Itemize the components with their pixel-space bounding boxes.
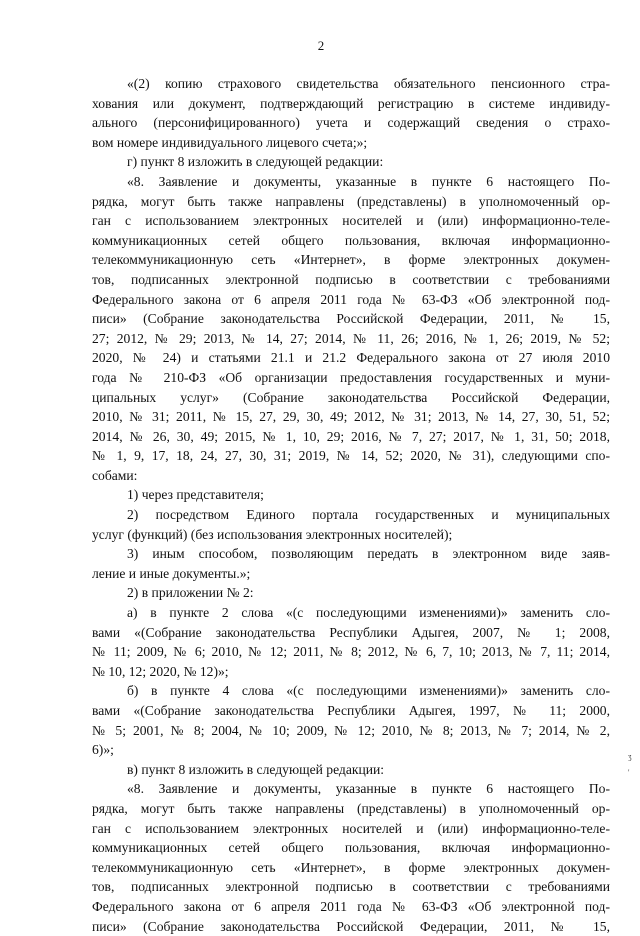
text-line: ление и иные документы.»; [92,565,251,581]
document-body [92,74,610,936]
text-line: а) в пункте 2 слова «(с последующими изменениями)» заменить сло- [127,605,610,621]
text-line: 6)»; [92,742,114,758]
text-line: коммуникационных сетей общего пользования, включая информационно- [92,232,610,248]
text-line: хования или документ, подтверждающий регистрацию в системе индивиду- [92,95,610,111]
text-line: в) пункт 8 изложить в следующей редакции: [127,761,385,777]
text-line: г) пункт 8 изложить в следующей редакции: [127,154,384,170]
text-line: 3) иным способом, позволяющим передать в электронном виде заяв- [127,546,610,562]
text-line: телекоммуникационную сеть «Интернет», в форме электронных докумен- [92,859,610,875]
text-line: № 10, 12; 2020, № 12)»; [92,663,229,679]
text-line: «8. Заявление и документы, указанные в пункте 6 настоящего По- [127,781,610,797]
text-line: собами: [92,467,138,483]
text-line: ган с использованием электронных носителей и (или) информационно-теле- [92,820,610,836]
text-line: б) в пункте 4 слова «(с последующими изменениями)» заменить сло- [127,683,610,699]
text-line: услуг (функций) (без использования электронных носителей); [92,526,453,542]
page-number: 2 [317,38,325,53]
text-line: Федерального закона от 6 апреля 2011 года № 63-ФЗ «Об электронной под- [92,291,610,307]
text-line: писи» (Собрание законодательства Российской Федерации, 2011, № 15, [92,311,610,327]
text-line: ального (персонифицированного) учета и содержащий сведения о страхо- [92,115,610,131]
text-line: «8. Заявление и документы, указанные в пункте 6 настоящего По- [127,173,610,189]
text-line: 27; 2012, № 29; 2013, № 14, 27; 2014, № 11, 26; 2016, № 1, 26; 2019, № 52; [92,330,610,346]
text-line: 2010, № 31; 2011, № 15, 27, 29, 30, 49; 2012, № 31; 2013, № 14, 27, 30, 51, 52; [92,409,610,425]
text-line: ципальных услуг» (Собрание законодательства Российской Федерации, [92,389,610,405]
text-line: вами «(Собрание законодательства Республики Адыгея, 1997, № 11; 2000, [92,703,610,718]
text-line: 2) в приложении № 2: [127,585,254,601]
text-line: 2014, № 26, 30, 49; 2015, № 1, 10, 29; 2016, № 7, 27; 2017, № 1, 31, 50; 2018, [92,428,610,444]
text-line: 1) через представителя; [127,487,264,503]
text-line: 2020, № 24) и статьями 21.1 и 21.2 Федерального закона от 27 июля 2010 [92,350,610,366]
text-line: года № 210-ФЗ «Об организации предоставления государственных и муни- [92,369,610,385]
text-line: телекоммуникационную сеть «Интернет», в форме электронных докумен- [92,252,610,268]
text-line: Федерального закона от 6 апреля 2011 года № 63-ФЗ «Об электронной под- [92,898,610,914]
text-line: рядка, могут быть также направлены (представлены) в уполномоченный ор- [92,193,610,209]
text-line: коммуникационных сетей общего пользования, включая информационно- [92,840,610,856]
text-line: № 1, 9, 17, 18, 24, 27, 30, 31; 2019, № 14, 52; 2020, № 31), следующими спо- [92,448,610,464]
text-line: рядка, могут быть также направлены (представлены) в уполномоченный ор- [92,800,610,816]
text-line: № 5; 2001, № 8; 2004, № 10; 2009, № 12; 2010, № 8; 2013, № 7; 2014, № 2, [92,722,610,738]
text-line: тов, подписанных электронной подписью в соответствии с требованиями [92,879,610,895]
margin-mark: ʒ [628,752,632,761]
text-line: писи» (Собрание законодательства Российской Федерации, 2011, № 15, [92,918,610,934]
margin-mark: ' [628,768,630,777]
text-line: тов, подписанных электронной подписью в соответствии с требованиями [92,271,610,287]
text-line: ган с использованием электронных носителей и (или) информационно-теле- [92,213,610,229]
text-line: вом номере индивидуального лицевого счета;»; [92,134,368,150]
text-line: 2) посредством Единого портала государственных и муниципальных [127,507,610,523]
text-line: № 11; 2009, № 6; 2010, № 12; 2011, № 8; 2012, № 6, 7, 10; 2013, № 7, 11; 2014, [92,644,610,660]
text-line: вами «(Собрание законодательства Республики Адыгея, 2007, № 1; 2008, [92,624,610,640]
text-line: «(2) копию страхового свидетельства обязательного пенсионного стра- [127,76,610,91]
